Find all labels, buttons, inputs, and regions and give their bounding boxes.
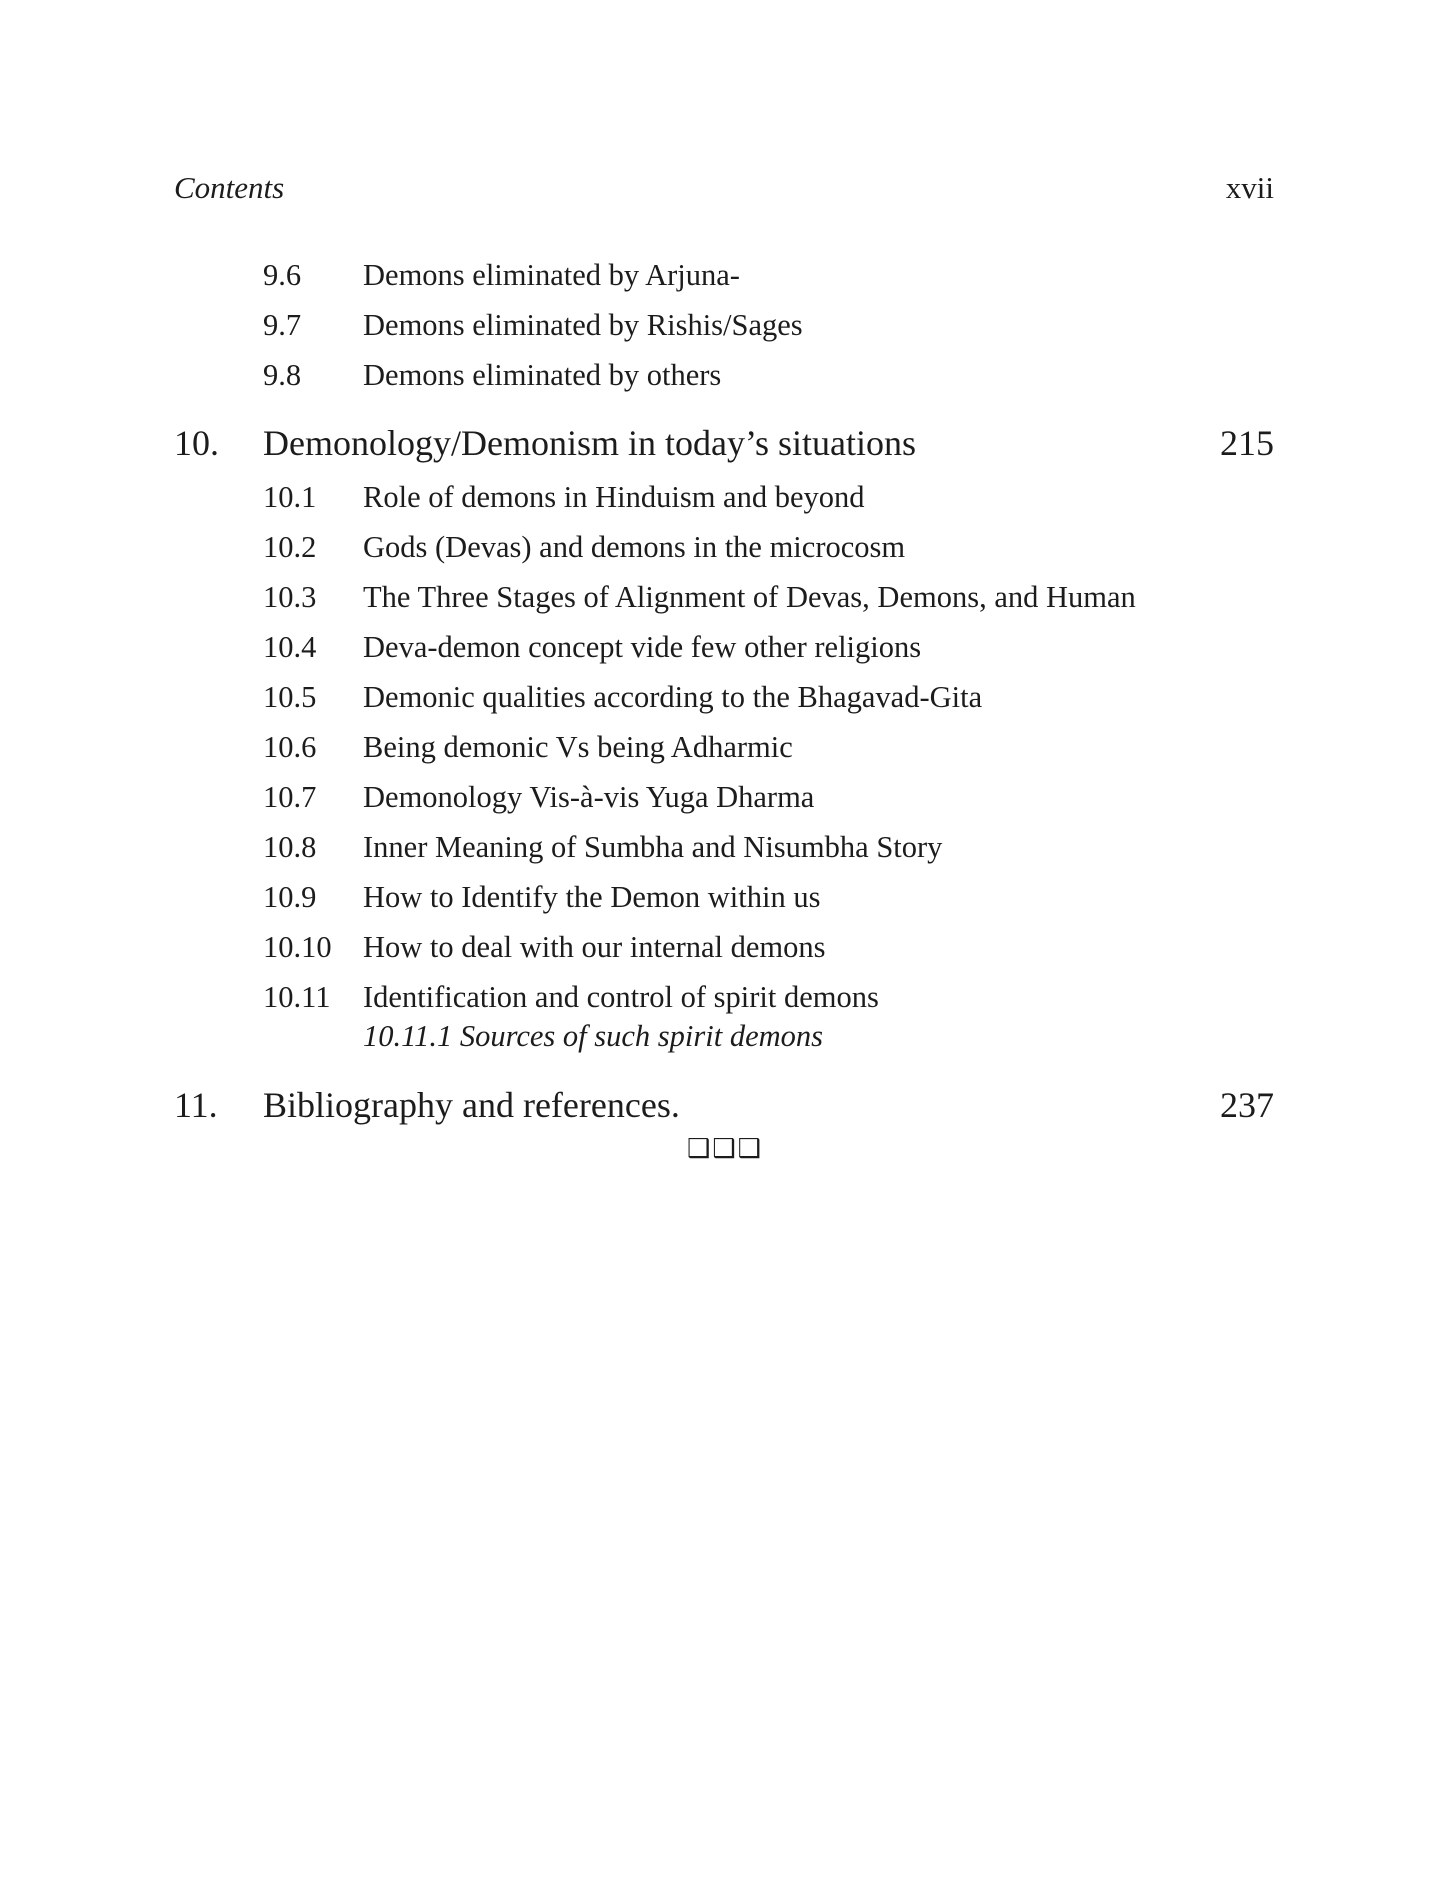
toc-entry-title: Demonology Vis-à-vis Yuga Dharma xyxy=(363,780,815,814)
toc-entry-title: Demons eliminated by Arjuna- xyxy=(363,258,740,292)
toc-entry-title: Inner Meaning of Sumbha and Nisumbha Story xyxy=(363,830,943,864)
chapter-title: Bibliography and references. xyxy=(263,1085,680,1125)
running-head-title: Contents xyxy=(174,170,285,205)
toc-entry-9-7[interactable] xyxy=(174,300,1274,350)
toc-subentry-title: 10.11.1 Sources of such spirit demons xyxy=(363,1019,824,1053)
toc-entry-10-1[interactable] xyxy=(174,472,1274,522)
toc-entry-title: How to deal with our internal demons xyxy=(363,930,826,964)
toc-entry-title: Role of demons in Hinduism and beyond xyxy=(363,480,865,514)
toc-entry-number: 9.7 xyxy=(263,308,302,342)
toc-entry-title: The Three Stages of Alignment of Devas, Demons, and Human xyxy=(363,580,1136,614)
toc-entry-9-6[interactable] xyxy=(174,250,1274,300)
toc-entry-10-11[interactable] xyxy=(174,972,1274,1022)
toc-entry-number: 10.7 xyxy=(263,780,317,814)
chapter-number: 10. xyxy=(174,423,219,463)
toc-entry-10-5[interactable] xyxy=(174,672,1274,722)
toc-chapter-11[interactable] xyxy=(174,1076,1274,1134)
toc-entry-number: 10.4 xyxy=(263,630,317,664)
toc-entry-title: How to Identify the Demon within us xyxy=(363,880,821,914)
toc-entry-10-9[interactable] xyxy=(174,872,1274,922)
toc-entry-10-2[interactable] xyxy=(174,522,1274,572)
toc-entry-number: 10.9 xyxy=(263,880,317,914)
toc-entry-title: Demonic qualities according to the Bhagavad-Gita xyxy=(363,680,983,714)
toc-entry-title: Being demonic Vs being Adharmic xyxy=(363,730,793,764)
toc-entry-title: Identification and control of spirit demons xyxy=(363,980,879,1014)
toc-entry-number: 10.11 xyxy=(263,980,331,1014)
chapter-page-number: 237 xyxy=(1220,1085,1274,1125)
toc-entry-title: Demons eliminated by others xyxy=(363,358,722,392)
toc-entry-number: 10.2 xyxy=(263,530,317,564)
toc-entry-10-6[interactable] xyxy=(174,722,1274,772)
table-of-contents xyxy=(174,250,1274,1134)
toc-chapter-10[interactable] xyxy=(174,414,1274,472)
toc-entry-title: Deva-demon concept vide few other religions xyxy=(363,630,922,664)
toc-entry-number: 10.3 xyxy=(263,580,317,614)
page-number: xvii xyxy=(1225,170,1274,205)
toc-entry-title: Gods (Devas) and demons in the microcosm xyxy=(363,530,906,564)
chapter-page-number: 215 xyxy=(1220,423,1274,463)
toc-entry-10-10[interactable] xyxy=(174,922,1274,972)
toc-entry-number: 10.5 xyxy=(263,680,317,714)
toc-entry-number: 10.6 xyxy=(263,730,317,764)
toc-entry-9-8[interactable] xyxy=(174,350,1274,400)
chapter-title: Demonology/Demonism in today’s situations xyxy=(263,423,916,463)
toc-entry-number: 10.10 xyxy=(263,930,332,964)
end-ornament: ❑❑❑ xyxy=(687,1134,763,1164)
toc-entry-number: 10.8 xyxy=(263,830,317,864)
running-head xyxy=(174,168,1274,208)
toc-entry-10-4[interactable] xyxy=(174,622,1274,672)
toc-entry-number: 9.6 xyxy=(263,258,302,292)
chapter-number: 11. xyxy=(174,1085,218,1125)
toc-entry-10-3[interactable] xyxy=(174,572,1274,622)
toc-entry-10-7[interactable] xyxy=(174,772,1274,822)
toc-entry-number: 10.1 xyxy=(263,480,317,514)
toc-entry-10-8[interactable] xyxy=(174,822,1274,872)
toc-entry-10-11-1[interactable] xyxy=(174,1019,1274,1062)
toc-entry-number: 9.8 xyxy=(263,358,302,392)
toc-entry-title: Demons eliminated by Rishis/Sages xyxy=(363,308,803,342)
